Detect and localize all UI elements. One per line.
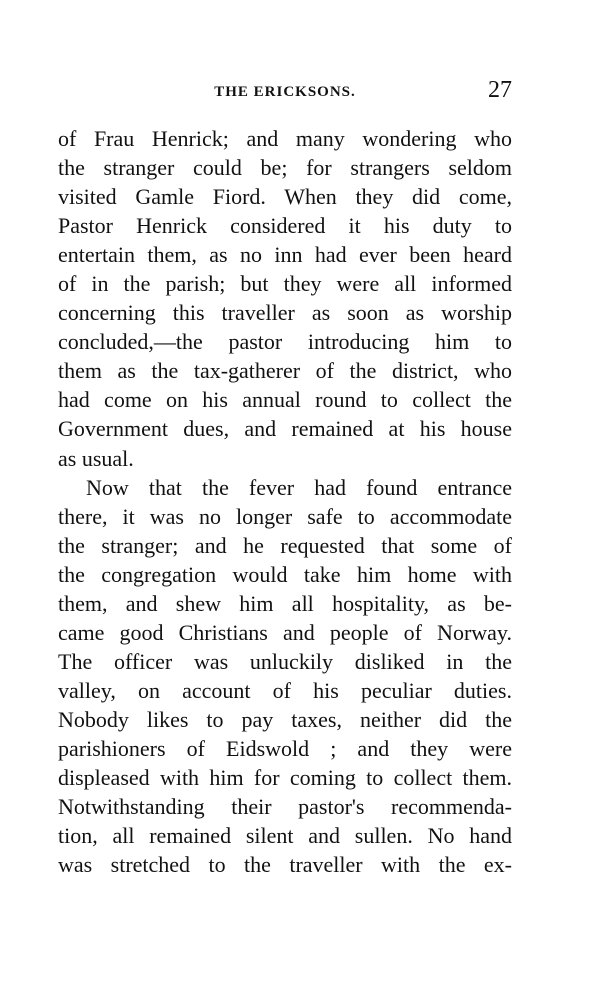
running-header bbox=[58, 78, 512, 108]
text-line: entertain them, as no inn had ever been heard bbox=[58, 242, 512, 268]
text-line: the stranger could be; for strangers seldom bbox=[58, 155, 512, 181]
text-line: the stranger; and he requested that some of bbox=[58, 532, 512, 558]
text-line: concerning this traveller as soon as worship bbox=[58, 300, 512, 326]
page-number: 27 bbox=[488, 77, 512, 103]
text-line: them, and shew him all hospitality, as be- bbox=[58, 590, 512, 616]
paragraph-last-line: as usual. bbox=[58, 445, 134, 471]
text-line: concluded,—the pastor introducing him to bbox=[58, 329, 512, 355]
text-line: Nobody likes to pay taxes, neither did the bbox=[58, 706, 512, 732]
paragraph-first-line: Now that the fever had found entrance bbox=[86, 474, 512, 500]
text-line: Pastor Henrick considered it his duty to bbox=[58, 213, 512, 239]
text-line: was stretched to the traveller with the ex- bbox=[58, 852, 512, 878]
text-line: the congregation would take him home with bbox=[58, 561, 512, 587]
text-line: visited Gamle Fiord. When they did come, bbox=[58, 184, 512, 210]
text-line: of Frau Henrick; and many wondering who bbox=[58, 126, 512, 151]
text-line: Notwithstanding their pastor's recommenda- bbox=[58, 794, 512, 820]
text-line: Government dues, and remained at his house bbox=[58, 416, 512, 442]
text-line: The officer was unluckily disliked in the bbox=[58, 648, 512, 674]
text-line: there, it was no longer safe to accommodate bbox=[58, 503, 512, 529]
text-line: had come on his annual round to collect the bbox=[58, 387, 512, 413]
text-line: valley, on account of his peculiar duties. bbox=[58, 677, 512, 703]
text-line: parishioners of Eidswold ; and they were bbox=[58, 735, 512, 761]
text-line: tion, all remained silent and sullen. No hand bbox=[58, 823, 512, 849]
body-text bbox=[58, 124, 512, 879]
text-line: displeased with him for coming to collect them. bbox=[58, 765, 512, 791]
text-line: them as the tax-gatherer of the district, who bbox=[58, 358, 512, 384]
running-title: THE ERICKSONS. bbox=[214, 84, 356, 100]
text-line: came good Christians and people of Norway. bbox=[58, 619, 512, 645]
text-line: of in the parish; but they were all informed bbox=[58, 271, 512, 297]
